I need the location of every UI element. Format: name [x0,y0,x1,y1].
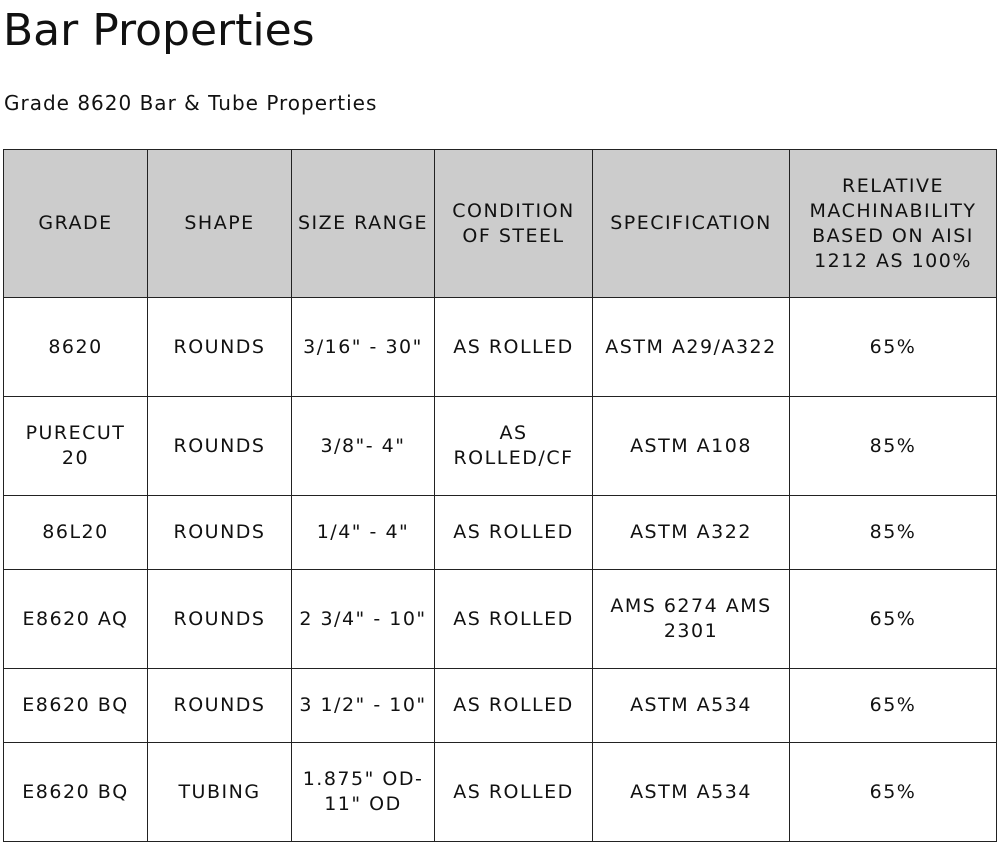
cell-condition: AS ROLLED [435,743,593,842]
properties-table [3,149,997,842]
page-title: Bar Properties [3,5,315,56]
cell-grade: E8620 BQ [4,669,148,743]
cell-specification: ASTM A322 [593,496,790,570]
cell-size-range: 1/4" - 4" [292,496,435,570]
table-row [4,570,997,669]
header-size-range: SIZE RANGE [292,150,435,298]
cell-grade: PURECUT 20 [4,397,148,496]
table-row [4,397,997,496]
cell-shape: ROUNDS [148,397,292,496]
cell-shape: TUBING [148,743,292,842]
cell-grade: 86L20 [4,496,148,570]
cell-grade: E8620 AQ [4,570,148,669]
cell-machinability: 85% [790,397,997,496]
table-row [4,496,997,570]
cell-size-range: 2 3/4" - 10" [292,570,435,669]
cell-specification: ASTM A534 [593,743,790,842]
cell-condition: AS ROLLED/CF [435,397,593,496]
cell-specification: ASTM A534 [593,669,790,743]
cell-size-range: 3 1/2" - 10" [292,669,435,743]
header-condition: CONDITION OF STEEL [435,150,593,298]
table-row [4,298,997,397]
table-row [4,669,997,743]
header-machinability: RELATIVE MACHINABILITY BASED ON AISI 1212 AS 100% [790,150,997,298]
cell-grade: E8620 BQ [4,743,148,842]
header-grade: GRADE [4,150,148,298]
cell-shape: ROUNDS [148,669,292,743]
header-shape: SHAPE [148,150,292,298]
cell-specification: AMS 6274 AMS 2301 [593,570,790,669]
cell-shape: ROUNDS [148,298,292,397]
cell-machinability: 65% [790,570,997,669]
table-body [4,298,997,842]
table-row [4,743,997,842]
cell-shape: ROUNDS [148,570,292,669]
cell-machinability: 65% [790,669,997,743]
cell-machinability: 65% [790,743,997,842]
header-row [4,150,997,298]
header-specification: SPECIFICATION [593,150,790,298]
cell-shape: ROUNDS [148,496,292,570]
cell-specification: ASTM A29/A322 [593,298,790,397]
cell-machinability: 65% [790,298,997,397]
table-header [4,150,997,298]
page-subtitle: Grade 8620 Bar & Tube Properties [4,91,378,115]
cell-machinability: 85% [790,496,997,570]
cell-specification: ASTM A108 [593,397,790,496]
cell-condition: AS ROLLED [435,496,593,570]
cell-size-range: 3/16" - 30" [292,298,435,397]
cell-grade: 8620 [4,298,148,397]
cell-condition: AS ROLLED [435,298,593,397]
cell-size-range: 3/8"- 4" [292,397,435,496]
cell-size-range: 1.875" OD- 11" OD [292,743,435,842]
cell-condition: AS ROLLED [435,570,593,669]
cell-condition: AS ROLLED [435,669,593,743]
